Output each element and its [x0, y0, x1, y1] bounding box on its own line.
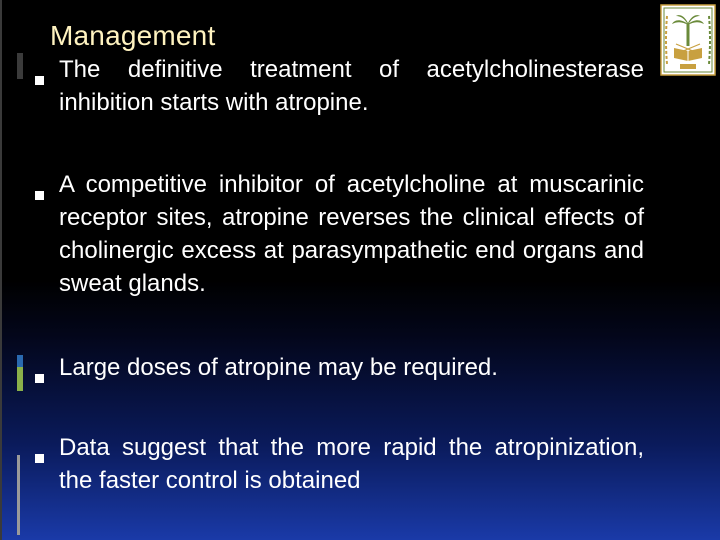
bullet-item	[34, 351, 644, 384]
bullet-square-icon	[34, 361, 46, 373]
bullet-item	[34, 53, 644, 119]
bullet-square-icon	[34, 63, 46, 75]
bullet-square-icon	[34, 178, 46, 190]
bullet-text: The definitive treatment of acetylcholinesterase inhibition starts with atropine.	[59, 56, 644, 116]
bullet-text: A competitive inhibitor of acetylcholine at muscarinic receptor sites, atropine reverses the clinical effects of cholinergic excess at parasympathetic end organs and sweat glands.	[59, 171, 644, 297]
slide-title: Management	[50, 20, 216, 51]
university-logo	[660, 4, 716, 76]
accent-bar-blue	[17, 355, 23, 367]
bullet-item	[34, 168, 644, 300]
bullet-text: Large doses of atropine may be required.	[59, 354, 498, 381]
bullet-text: Data suggest that the more rapid the atropinization, the faster control is obtained	[59, 434, 644, 494]
accent-bar-green	[17, 367, 23, 391]
accent-bar-gray	[17, 455, 20, 535]
bullet-square-icon	[34, 441, 46, 453]
slide-edge-bar	[0, 0, 2, 540]
bullet-item	[34, 431, 644, 497]
accent-bar-dark	[17, 53, 23, 79]
